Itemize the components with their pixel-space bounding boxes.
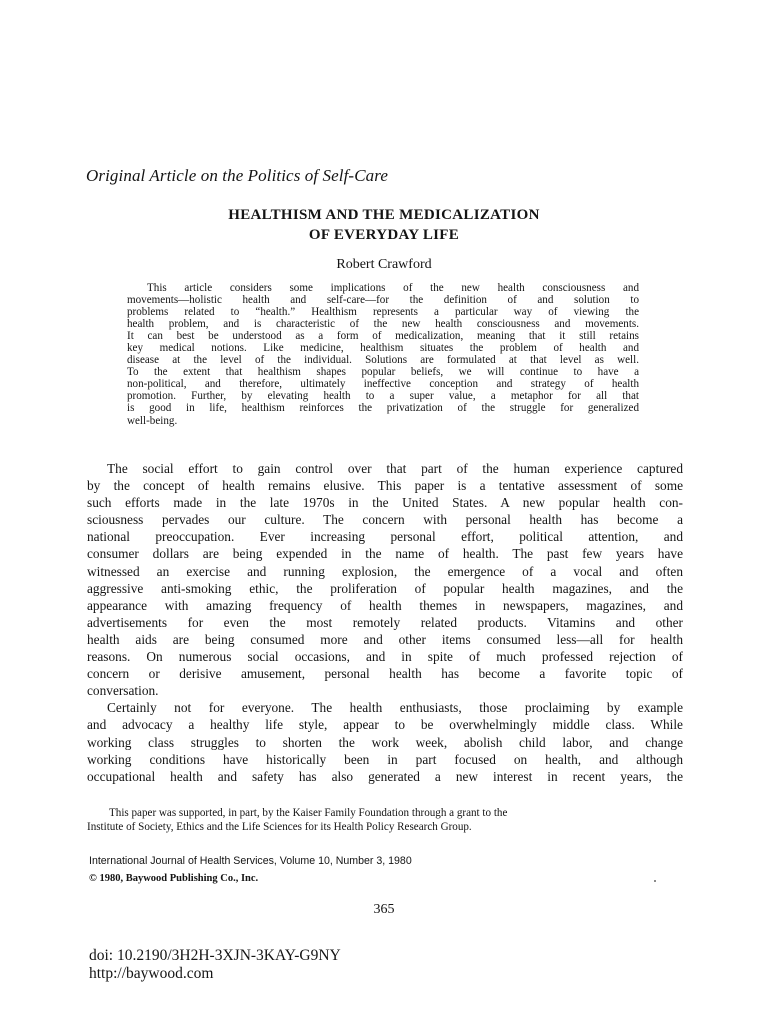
body-line: health aids are being consumed more and other items consumed less—all for health (87, 631, 683, 647)
doi-block (89, 947, 341, 983)
journal-info (89, 852, 412, 888)
abstract-line: non-political, and therefore, ultimately ineffective conception and strategy of health (127, 378, 639, 391)
footnote-line: This paper was supported, in part, by the Kaiser Family Foundation through a grant to the (109, 807, 508, 819)
funding-footnote (87, 807, 685, 834)
body-line: sciousness pervades our culture. The concern with personal health has become a (87, 512, 683, 528)
doi-text[interactable]: doi: 10.2190/3H2H-3XJN-3KAY-G9NY (89, 947, 341, 964)
abstract-line: key medical notions. Like medicine, healthism situates the problem of health and (127, 342, 639, 355)
body-line: concern or derisive amusement, personal health has become a favorite topic of (87, 666, 683, 682)
page-number: 365 (373, 902, 395, 917)
abstract-line: is good in life, healthism reinforces the privatization of the struggle for generalized (127, 402, 639, 415)
body-line: The social effort to gain control over that part of the human experience captured (107, 461, 683, 476)
abstract-line: It can best be understood as a form of medicalization, meaning that it still retains (127, 330, 639, 343)
publisher-copyright: © 1980, Baywood Publishing Co., Inc. (89, 873, 259, 884)
body-line: advertisements for even the most remotely related products. Vitamins and other (87, 614, 683, 630)
abstract (127, 282, 639, 427)
section-label: Original Article on the Politics of Self-Care (86, 166, 388, 185)
abstract-line: problems related to “health.” Healthism represents a particular way of viewing the (127, 306, 639, 319)
body-line: reasons. On numerous social occasions, and in spite of much professed rejection of (87, 649, 683, 665)
abstract-line: disease at the level of the individual. Solutions are formulated at that level as well. (127, 354, 639, 367)
body-line: appearance with amazing frequency of health themes in newspapers, magazines, and (87, 597, 683, 613)
journal-citation: International Journal of Health Services, Volume 10, Number 3, 1980 (89, 855, 412, 867)
body-line: working conditions have historically been in part focused on health, and although (87, 751, 683, 767)
abstract-line: well-being. (127, 414, 178, 427)
body-line: witnessed an exercise and running explosion, the emergence of a vocal and often (87, 563, 683, 579)
title-line: OF EVERYDAY LIFE (308, 227, 460, 243)
body-line: by the concept of health remains elusive. This paper is a tentative assessment of some (87, 478, 683, 494)
author-name: Robert Crawford (336, 257, 432, 272)
abstract-line: health problem, and is characteristic of the new health consciousness and movements. (127, 318, 639, 331)
abstract-line: movements—holistic health and self-care—for the definition of and solution to (127, 294, 639, 307)
footnote-line: Institute of Society, Ethics and the Life Sciences for its Health Policy Research Group. (87, 820, 472, 833)
abstract-line: promotion. Further, by elevating health to a super value, a metaphor for all that (127, 390, 639, 403)
body-line: conversation. (87, 683, 159, 699)
abstract-line: This article considers some implications of the new health consciousness and (147, 282, 639, 294)
publisher-url[interactable]: http://baywood.com (89, 965, 214, 982)
body-line: such efforts made in the late 1970s in the United States. A new popular health con- (87, 495, 683, 511)
body-line: national preoccupation. Ever increasing personal effort, political attention, and (87, 529, 683, 545)
body-line: Certainly not for everyone. The health enthusiasts, those proclaiming by example (107, 700, 683, 716)
article-title (0, 205, 768, 245)
abstract-line: To the extent that healthism shapes popular beliefs, we will continue to have a (127, 366, 639, 379)
body-line: working class struggles to shorten the work week, abolish child labor, and change (87, 734, 683, 750)
body-line: consumer dollars are being expended in the name of health. The past few years have (87, 546, 683, 562)
body-line: and advocacy a healthy life style, appear to be overwhelmingly middle class. While (87, 717, 683, 733)
scan-speck (654, 880, 656, 882)
body-text (87, 460, 683, 785)
body-line: occupational health and safety has also generated a new interest in recent years, the (87, 768, 683, 784)
title-line: HEALTHISM AND THE MEDICALIZATION (228, 207, 540, 223)
body-line: aggressive anti-smoking ethic, the proliferation of popular health magazines, and the (87, 580, 683, 596)
